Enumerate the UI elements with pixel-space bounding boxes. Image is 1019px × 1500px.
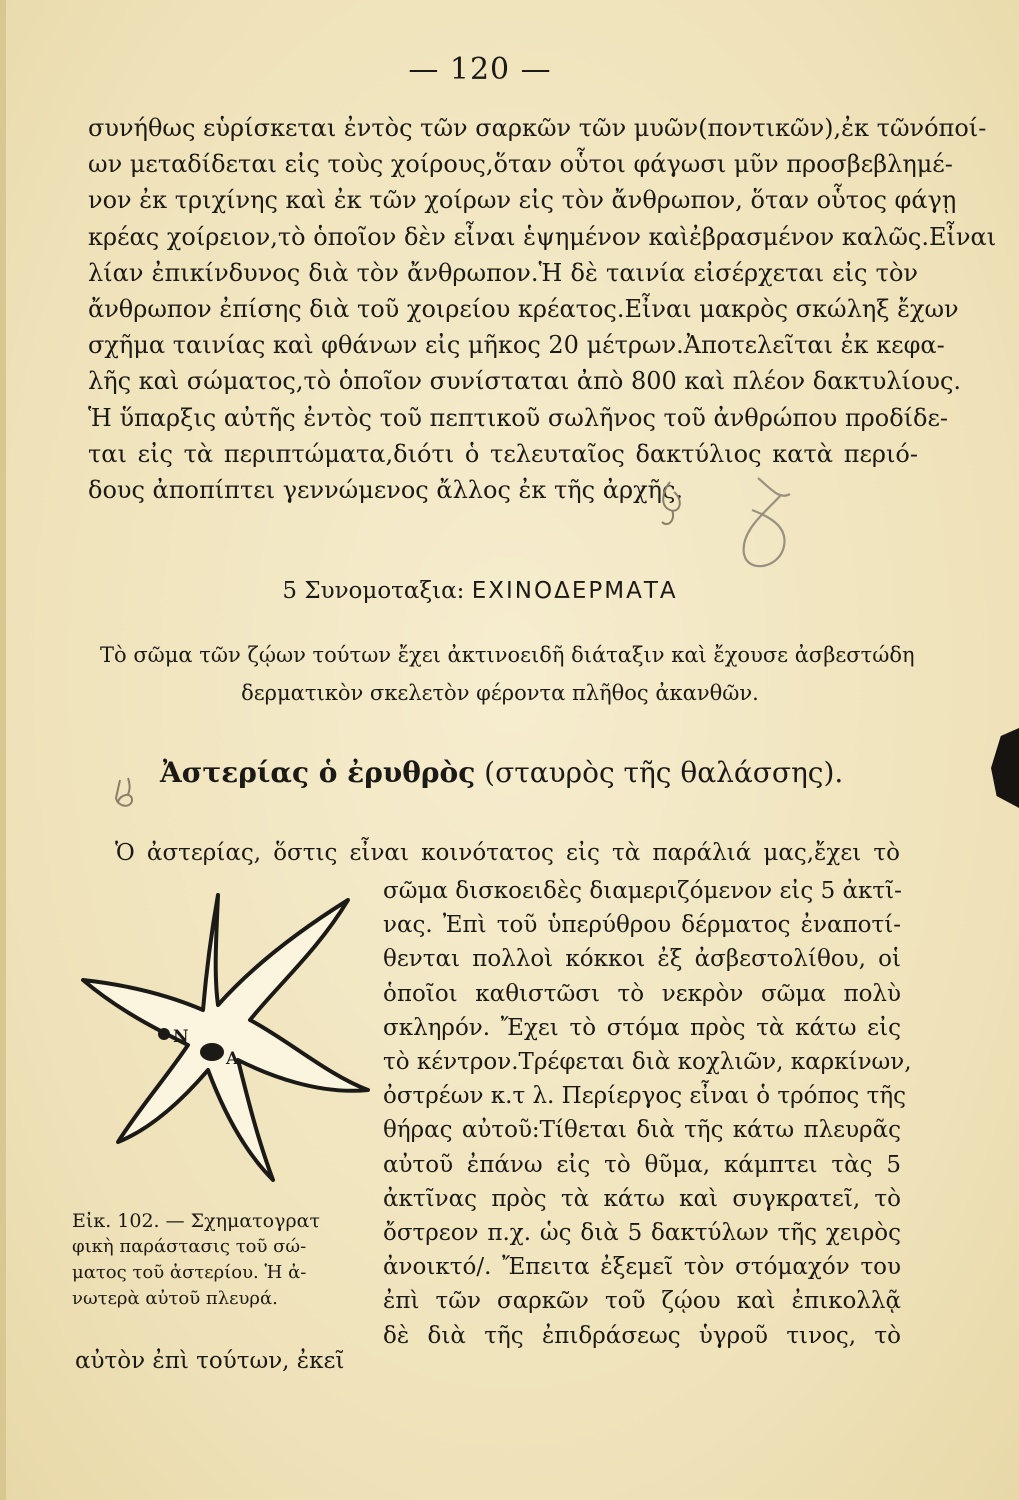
description-line: θενται πολλοὶ κόκκοι ἐξ ἀσβεστολίθου, οἱ bbox=[383, 946, 901, 973]
phylum-description bbox=[100, 636, 915, 712]
species-intro-line: Ὁ ἀστερίας, ὅστις εἶναι κοινότατος εἰς τὰ παράλιά μας,ἔχει τὸ bbox=[115, 840, 900, 866]
description-line: ἐπὶ τῶν σαρκῶν τοῦ ζῴου καὶ ἐπικολλᾷ bbox=[383, 1288, 901, 1315]
paragraph-line: ται εἰς τὰ περιπτώματα,διότι ὁ τελευταῖος δακτύλιος κατὰ περιό- bbox=[88, 439, 918, 468]
description-line: θήρας αὐτοῦ:Τίθεται διὰ τῆς κάτω πλευρᾶς bbox=[383, 1117, 901, 1144]
figure-caption bbox=[72, 1208, 372, 1312]
species-description bbox=[383, 874, 912, 1353]
pencil-annotation-number bbox=[112, 776, 142, 816]
paragraph-line: δους ἀποπίπτει γεννώμενος ἄλλος ἐκ τῆς ἀρχῆς. bbox=[88, 476, 684, 505]
caption-line: Εἰκ. 102. — Σχηματογρατ bbox=[72, 1210, 320, 1232]
starfish-label-a: Α bbox=[226, 1049, 240, 1069]
paragraph-line: λῆς καὶ σώματος,τὸ ὁποῖον συνίσταται ἀπὸ 800 καὶ πλέον δακτυλίους. bbox=[88, 367, 962, 396]
phylum-heading bbox=[0, 578, 960, 604]
paragraph-line: κρέας χοίρειον,τὸ ὁποῖον δὲν εἶναι ἑψημένον καὶἐβρασμένον καλῶς.Εἶναι bbox=[88, 222, 997, 251]
caption-line: ματος τοῦ ἀστερίου. Ἡ ἀ- bbox=[72, 1262, 307, 1283]
description-line: αὐτοῦ ἐπάνω εἰς τὸ θῦμα, κάμπτει τὰς 5 bbox=[383, 1151, 901, 1178]
paragraph-line: Ἡ ὕπαρξις αὐτῆς ἐντὸς τοῦ πεπτικοῦ σωλῆνος τοῦ ἀνθρώπου προδίδε- bbox=[88, 403, 949, 432]
description-line: σῶμα δισκοειδὲς διαμεριζόμενον εἰς 5 ἀκτῖ- bbox=[383, 878, 902, 904]
scan-edge bbox=[0, 0, 6, 1500]
starfish-madreporite bbox=[200, 1043, 224, 1061]
description-line: νας. Ἐπὶ τοῦ ὑπερύθρου δέρματος ἐναποτί- bbox=[383, 912, 901, 939]
description-line: ἀκτῖνας πρὸς τὰ κάτω καὶ συγκρατεῖ, τὸ bbox=[383, 1185, 901, 1212]
starfish-outline bbox=[83, 895, 368, 1180]
paragraph-line: συνήθως εὑρίσκεται ἐντὸς τῶν σαρκῶν τῶν μυῶν(ποντικῶν),ἐκ τῶνόποί- bbox=[88, 114, 987, 142]
description-line: ὁποῖοι καθιστῶσι τὸ νεκρὸν σῶμα πολὺ bbox=[383, 980, 901, 1007]
phylum-name: ΕΧΙΝΟΔΕΡΜΑΤΑ bbox=[471, 578, 678, 604]
starfish-label-n: Ν bbox=[173, 1027, 189, 1047]
species-name: Ἀστερίας ὁ ἐρυθρὸς bbox=[160, 756, 476, 789]
scan-stain bbox=[991, 728, 1019, 808]
caption-line: φικὴ παράστασις τοῦ σώ- bbox=[72, 1236, 307, 1257]
paragraph-line: ων μεταδίδεται εἰς τοὺς χοίρους,ὅταν οὗτοι φάγωσι μῦν προσβεβλημέ- bbox=[88, 150, 953, 179]
description-line: Τὸ σῶμα τῶν ζῴων τούτων ἔχει ἀκτινοειδῆ διάταξιν καὶ ἔχουσε ἀσβεστώδη bbox=[100, 643, 915, 667]
paragraph-line: νον ἐκ τριχίνης καὶ ἐκ τῶν χοίρων εἰς τὸν ἄνθρωπον, ὅταν οὗτος φάγῃ bbox=[88, 186, 957, 215]
description-line: δερματικὸν σκελετὸν φέροντα πλῆθος ἀκανθῶν. bbox=[241, 681, 759, 705]
continued-paragraph bbox=[88, 110, 997, 508]
species-common-name: (σταυρὸς τῆς θαλάσσης). bbox=[475, 756, 844, 789]
description-line: ὄστρεον π.χ. ὡς διὰ 5 δακτύλων τῆς χειρὸς bbox=[383, 1220, 901, 1247]
description-line: ἀνοικτό/. Ἔπειτα ἐξεμεῖ τὸν στόμαχόν του bbox=[383, 1254, 901, 1281]
description-line: τὸ κέντρον.Τρέφεται διὰ κοχλιῶν, καρκίνων, bbox=[383, 1049, 912, 1076]
phylum-prefix: 5 Συνομοταξια: bbox=[282, 578, 472, 604]
starfish-illustration bbox=[78, 880, 378, 1190]
paragraph-line: σχῆμα ταινίας καὶ φθάνων εἰς μῆκος 20 μέτρων.Ἀποτελεῖται ἐκ κεφα- bbox=[88, 331, 945, 360]
paragraph-line: ἄνθρωπον ἐπίσης διὰ τοῦ χοιρείου κρέατος.Εἶναι μακρὸς σκώληξ ἔχων bbox=[88, 295, 959, 324]
starfish-mouth bbox=[158, 1028, 170, 1040]
description-line: σκληρόν. Ἔχει τὸ στόμα πρὸς τὰ κάτω εἰς bbox=[383, 1014, 901, 1041]
description-line: ὀστρέων κ.τ λ. Περίεργος εἶναι ὁ τρόπος τῆς bbox=[383, 1083, 906, 1110]
description-line: δὲ διὰ τῆς ἐπιδράσεως ὑγροῦ τινος, τὸ bbox=[383, 1322, 901, 1349]
species-title bbox=[160, 756, 843, 789]
paragraph-line: λίαν ἐπικίνδυνος διὰ τὸν ἄνθρωπον.Ἡ δὲ ταινία εἰσέρχεται εἰς τὸν bbox=[88, 258, 918, 287]
final-line-start: αὐτὸν ἐπὶ τούτων, ἐκεῖ bbox=[75, 1348, 345, 1374]
caption-line: νωτερὰ αὐτοῦ πλευρά. bbox=[72, 1288, 278, 1309]
page-number: — 120 — bbox=[408, 52, 552, 87]
